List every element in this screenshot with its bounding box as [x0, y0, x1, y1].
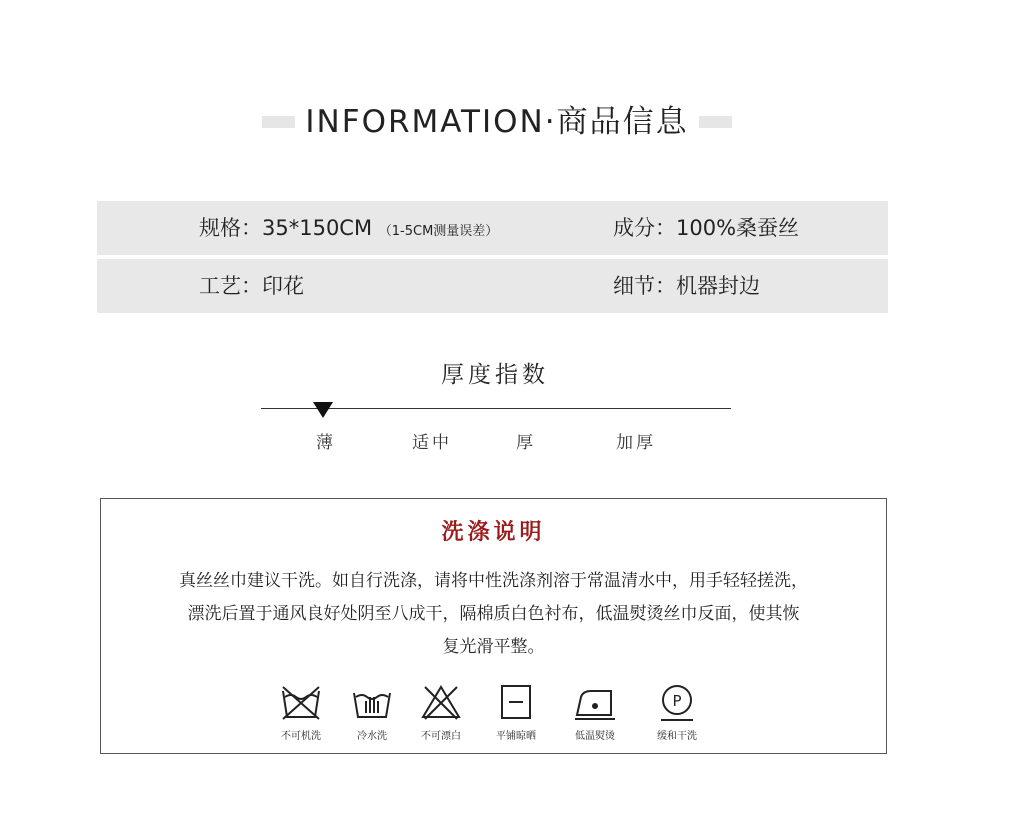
- care-icon-label: 缓和干洗: [657, 731, 697, 742]
- triangle-down-icon: [313, 402, 333, 418]
- care-icon-item: [555, 683, 635, 742]
- cold-hand-wash-icon: [350, 683, 394, 723]
- spec-note: （1-5CM测量误差）: [378, 224, 499, 239]
- care-icon-item: [332, 683, 412, 742]
- svg-text:P: P: [672, 692, 682, 710]
- care-icons-row: [101, 683, 886, 753]
- info-row-craft: [97, 259, 888, 313]
- care-icon-label: 不可漂白: [421, 731, 461, 742]
- care-icon-item: [476, 683, 556, 742]
- thickness-level-thin: 薄: [316, 433, 336, 453]
- spec-value: 35*150CM: [262, 216, 373, 240]
- craft-value: 印花: [262, 274, 304, 298]
- low-iron-icon: [573, 683, 617, 723]
- no-machine-wash-icon: [279, 683, 323, 723]
- care-icon-label: 低温熨烫: [575, 731, 615, 742]
- care-icon-label: 平铺晾晒: [496, 731, 536, 742]
- thickness-level-extra-thick: 加厚: [616, 433, 656, 453]
- care-title: 洗涤说明: [441, 520, 546, 545]
- care-icon-label: 不可机洗: [281, 731, 321, 742]
- thickness-level-medium: 适中: [412, 433, 452, 453]
- care-text: [131, 565, 856, 664]
- material-value: 100%桑蚕丝: [676, 216, 800, 240]
- detail-value: 机器封边: [676, 274, 760, 298]
- thickness-level-thick: 厚: [516, 433, 536, 453]
- no-bleach-icon: [419, 683, 463, 723]
- material-label: 成分：: [613, 216, 676, 240]
- thickness-title: 厚度指数: [441, 362, 549, 388]
- spec-label: 规格：: [199, 216, 262, 240]
- care-line: 漂洗后置于通风良好处阴至八成干，隔棉质白色衬布，低温熨烫丝巾反面，使其恢: [187, 604, 800, 624]
- detail-cell: [613, 259, 760, 313]
- care-instructions-box: [100, 498, 887, 754]
- page-title: INFORMATION·商品信息: [295, 104, 698, 140]
- section-title: [262, 98, 732, 148]
- care-icon-item: [401, 683, 481, 742]
- spec-cell: [199, 201, 498, 259]
- care-line: 复光滑平整。: [442, 637, 545, 657]
- detail-label: 细节：: [613, 274, 676, 298]
- craft-label: 工艺：: [199, 274, 262, 298]
- gentle-dry-clean-icon: [655, 683, 699, 723]
- info-row-spec: [97, 201, 888, 255]
- care-icon-item: [637, 683, 717, 742]
- care-line: 真丝丝巾建议干洗。如自行洗涤，请将中性洗涤剂溶于常温清水中，用手轻轻搓洗，: [179, 571, 808, 591]
- material-cell: [613, 201, 799, 255]
- craft-cell: [199, 259, 304, 313]
- flat-dry-icon: [494, 683, 538, 723]
- care-icon-label: 冷水洗: [357, 731, 387, 742]
- care-icon-item: [261, 683, 341, 742]
